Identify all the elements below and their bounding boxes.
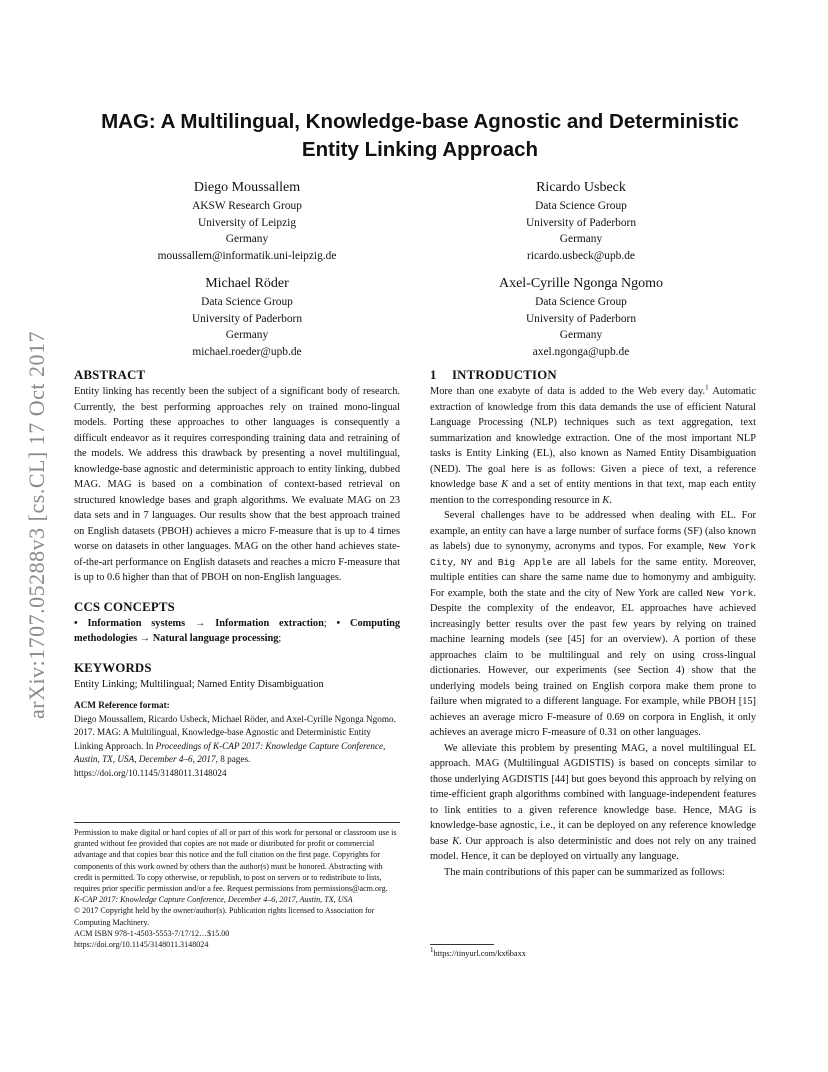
permission-block	[74, 822, 400, 950]
keywords-text: Entity Linking; Multilingual; Named Entity Disambiguation	[74, 678, 324, 690]
intro-paragraph-3	[430, 741, 756, 865]
arxiv-id: arXiv:1707.05288v3 [cs.CL] 17 Oct 2017	[24, 330, 49, 720]
text-run: . Despite the complexity of the endeavor, EL approaches have achieved increasingly better results over the past few years by relying on trained machine learning models (see [45] for an overview). A portion of these approaches claim to be multilingual and rely on using cross-lingual dictionaries. However, our experiments (see Section 4) show that the underlying models being trained on English corpora make them prone to failure when migrated to a different language. For example, while PBOH [15] achieves an average micro F-measure of 0.69 on corpora in English, it only achieves an average micro F-measure of 0.31 on other languages.	[430, 587, 756, 738]
acm-reference	[74, 699, 400, 780]
ccs-term: • Information systems	[74, 617, 186, 629]
author-affiliation: Data Science Group	[535, 200, 627, 212]
reference-venue: Proceedings of K-CAP 2017: Knowledge Capture Conference, Austin, TX, USA, December 4–6, 2017,	[74, 740, 386, 764]
author-affiliation: AKSW Research Group	[192, 200, 302, 212]
ccs-term: • Computing methodologies	[74, 617, 400, 644]
right-column	[430, 366, 756, 880]
code-term: New York City	[430, 541, 756, 568]
footnote-mark: 1	[705, 383, 709, 392]
copyright-line: © 2017 Copyright held by the owner/author(s). Publication rights licensed to Association for Computing Machinery.	[74, 906, 375, 927]
author-name: Axel-Cyrille Ngonga Ngomo	[498, 276, 664, 291]
author-name: Ricardo Usbeck	[536, 180, 626, 195]
footnote-text	[430, 948, 756, 960]
ccs-sep: ;	[323, 617, 337, 629]
math-symbol: K	[452, 835, 460, 847]
author-block-4	[431, 274, 731, 360]
ccs-sep: →	[137, 633, 153, 644]
ccs-heading: CCS CONCEPTS	[74, 599, 175, 614]
introduction-heading	[430, 366, 756, 384]
author-name: Diego Moussallem	[193, 180, 301, 195]
author-block-2	[431, 178, 731, 264]
author-block-3	[97, 274, 397, 360]
acm-reference-text	[74, 713, 400, 767]
author-affiliation: Data Science Group	[201, 296, 293, 308]
keywords-heading: KEYWORDS	[74, 660, 152, 675]
author-email: ricardo.usbeck@upb.de	[527, 249, 635, 262]
permission-text: Permission to make digital or hard copies of all or part of this work for personal or classroom use is granted without fee provided that copies are not made or distributed for profit or commercial advantage and that copies bear this notice and the full citation on the first page. Copyrights for components of this work owned by others than the author(s) must be honored. Abstracting with credit is permitted. To copy otherwise, or republish, to post on servers or to redistribute to lists, requires prior specific permission and/or a fee. Request permissions from permissions@acm.org.	[74, 828, 397, 894]
code-term: New York	[706, 587, 754, 599]
text-run: We alleviate this problem by presenting MAG, a novel multilingual EL approach. MAG (Multilingual AGDISTIS) is based on concepts similar to those underlying AGDISTIS [44] but goes beyond this approach by relying on time-efficient graph algorithms combined with language-independent features to link entities to a given reference knowledge base. Hence, MAG is knowledge-base agnostic, i.e., it can be deployed on any reference knowledge base	[430, 742, 756, 847]
ccs-term: Natural language processing	[152, 633, 279, 644]
author-country: Germany	[225, 329, 269, 341]
doi-line: https://doi.org/10.1145/3148011.3148024	[74, 940, 209, 950]
author-email: axel.ngonga@upb.de	[532, 345, 630, 358]
author-affiliation: Data Science Group	[535, 296, 627, 308]
ccs-sep: ;	[278, 633, 282, 644]
author-email: michael.roeder@upb.de	[192, 345, 302, 358]
text-run: are all labels for the same entity. Moreover, multiple entities can share the same name due to homonymy and ambiguity. For example, both the state and the city of New York are called	[430, 556, 756, 599]
author-name: Michael Röder	[205, 276, 289, 291]
footnote-url: https://tinyurl.com/kx6baxx	[433, 949, 526, 958]
reference-authors: Diego Moussallem, Ricardo Usbeck, Michael Röder, and Axel-Cyrille Ngonga Ngomo. 2017. MAG: A Multilingual, Knowledge-base Agnostic and Deterministic Entity Linking Approach. In	[74, 713, 396, 751]
permission-rule	[74, 822, 400, 823]
author-institution: University of Paderborn	[525, 312, 637, 325]
text-run: . Our approach is also deterministic and does not rely on any trained model. Hence, it can be deployed on virtually any language.	[430, 835, 756, 862]
text-run: ,	[453, 556, 461, 568]
arxiv-stamp	[22, 290, 52, 760]
text-run: Automatic extraction of knowledge from this data demands the use of efficient Natural Language Processing (NLP) techniques such as text aggregation, text summarization and knowledge extraction. One of the most important NLP tasks is Entity Linking (EL), also known as Named Entity Disambiguation (NED). The goal here is as follows: Given a piece of text, a reference knowledge base	[430, 386, 756, 490]
conference-line: K-CAP 2017: Knowledge Capture Conference, December 4–6, 2017, Austin, TX, USA	[74, 895, 353, 905]
abstract-heading: ABSTRACT	[74, 368, 146, 382]
author-country: Germany	[559, 329, 603, 341]
math-symbol: K	[501, 479, 509, 490]
intro-paragraph-4: The main contributions of this paper can be summarized as follows:	[444, 866, 725, 878]
ccs-sep: →	[185, 617, 216, 629]
text-run: and	[472, 556, 498, 568]
intro-paragraph-1	[430, 384, 756, 508]
intro-paragraph-2	[430, 508, 756, 741]
footnote-number: 1	[430, 946, 434, 955]
text-run: and a set of entity mentions in that text, map each entity mention to the corresponding resource in	[430, 479, 757, 506]
left-column	[74, 366, 400, 780]
text-run: Several challenges have to be addressed when dealing with EL. For example, an entity can have a large number of surface forms (SF) (also known as labels) due to synonymy, acronyms and typos. For example,	[430, 510, 756, 552]
abstract-text: Entity linking has recently been the subject of a significant body of research. Currently, the best performing approaches rely on trained mono-lingual models. Porting these approaches to other languages is consequently a difficult endeavor as it requires corresponding training data and retraining of the models. We address this drawback by presenting a novel multilingual, knowledge-base agnostic and deterministic approach to entity linking, dubbed MAG. MAG is based on a combination of context-based retrieval on structured knowledge bases and graph algorithms. We evaluate MAG on 23 data sets and in 7 languages. Our results show that the best approach trained on English datasets (PBOH) achieves a micro F-measure that is up to 4 times worse on datasets in other languages. MAG on the other hand achieves state-of-the-art performance on English datasets and reaches a micro F-measure that is up to 0.6 higher than that of PBOH on non-English languages.	[74, 386, 400, 583]
acm-reference-heading: ACM Reference format:	[74, 700, 170, 710]
author-email: moussallem@informatik.uni-leipzig.de	[157, 249, 337, 262]
reference-doi: https://doi.org/10.1145/3148011.3148024	[74, 767, 227, 778]
code-term: NY	[460, 556, 473, 568]
text-run: More than one exabyte of data is added to the Web every day.	[430, 386, 706, 397]
author-country: Germany	[225, 233, 269, 245]
text-run: .	[609, 494, 612, 506]
section-number: 1	[430, 368, 437, 382]
author-institution: University of Paderborn	[525, 216, 637, 229]
ccs-concepts	[74, 616, 400, 647]
footnote-rule	[430, 944, 494, 945]
isbn-line: ACM ISBN 978-1-4503-5553-7/17/12…$15.00	[74, 928, 230, 938]
author-institution: University of Leipzig	[197, 216, 297, 229]
footnote-block	[430, 944, 756, 960]
paper-title: MAG: A Multilingual, Knowledge-base Agnostic and Deterministic Entity Linking Approach	[101, 110, 739, 161]
author-country: Germany	[559, 233, 603, 245]
math-symbol: K	[602, 494, 610, 506]
author-institution: University of Paderborn	[191, 312, 303, 325]
code-term: Big Apple	[497, 556, 553, 568]
section-title: INTRODUCTION	[452, 368, 557, 382]
reference-pages: 8 pages.	[217, 754, 251, 764]
ccs-term: Information extraction	[215, 617, 324, 629]
author-block-1	[97, 178, 397, 264]
